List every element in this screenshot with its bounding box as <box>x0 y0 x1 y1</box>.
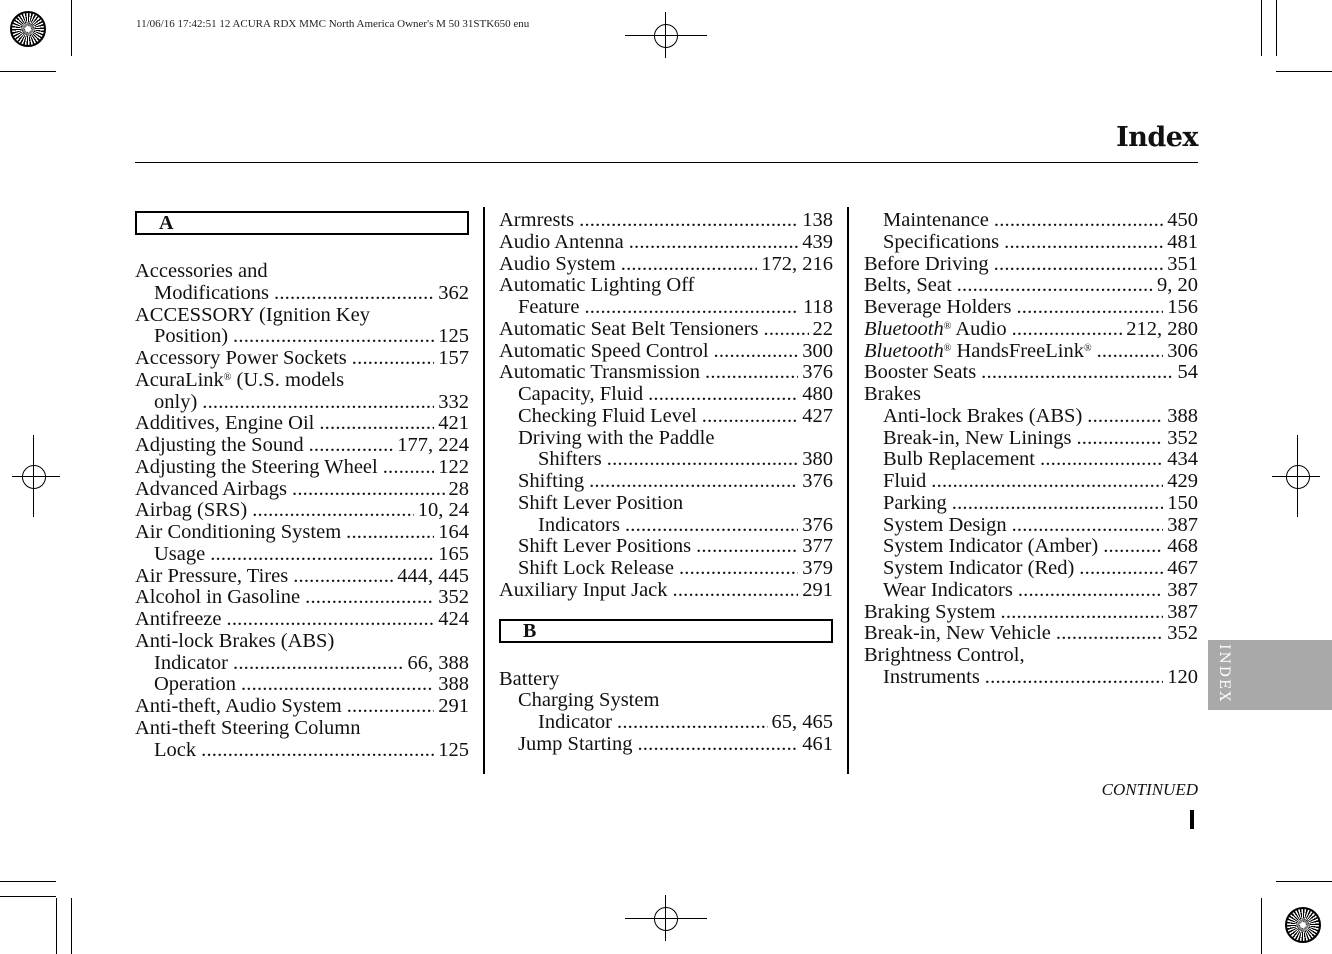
dot-leader <box>637 734 798 756</box>
registration-crosshair <box>665 895 666 941</box>
entry-page: 28 <box>448 477 469 500</box>
entry-label: Parking <box>883 491 947 514</box>
entry-label: Indicator <box>538 711 612 733</box>
entry-page: 429 <box>1167 470 1198 492</box>
dot-leader <box>233 326 434 348</box>
index-entry <box>499 362 833 384</box>
index-entry <box>135 326 469 348</box>
entry-page: 421 <box>438 412 469 435</box>
entry-page: 332 <box>438 390 469 413</box>
entry-page: 157 <box>438 347 469 369</box>
crop-mark <box>0 71 56 72</box>
dot-leader <box>202 392 434 414</box>
entry-label: Adjusting the Steering Wheel <box>135 455 378 478</box>
entry-page: 439 <box>802 230 833 253</box>
section-letter: B <box>499 619 833 643</box>
entry-page: 387 <box>1167 513 1198 536</box>
entry-page: 480 <box>802 383 833 405</box>
entry-page: 376 <box>802 470 833 492</box>
entry-label <box>864 319 1007 341</box>
index-heading: Battery <box>499 667 560 690</box>
index-column-1 <box>135 210 469 761</box>
dot-leader <box>227 609 435 631</box>
entry-page: 65, 465 <box>771 711 833 733</box>
index-entry <box>499 712 833 734</box>
dot-leader <box>981 362 1173 384</box>
dot-leader <box>305 587 434 609</box>
index-heading: Shift Lever Position <box>518 491 684 514</box>
registration-crosshair <box>665 12 666 58</box>
section-spacer <box>499 602 833 618</box>
entry-page: 66, 388 <box>407 651 469 674</box>
index-entry <box>864 362 1198 384</box>
index-heading: Driving with the Paddle <box>518 426 715 449</box>
entry-page: 352 <box>1167 622 1198 645</box>
index-entry <box>499 580 833 602</box>
index-entry <box>499 384 833 406</box>
entry-page: 351 <box>1167 252 1198 275</box>
entry-page: 434 <box>1167 448 1198 471</box>
index-entry <box>864 602 1198 624</box>
entry-page: 387 <box>1167 578 1198 601</box>
dot-leader <box>1097 341 1164 363</box>
index-heading: Anti-theft Steering Column <box>135 716 361 739</box>
registered-mark: ® <box>1083 342 1092 354</box>
dot-leader <box>346 522 434 544</box>
entry-label: Airbag (SRS) <box>135 499 248 522</box>
index-entry <box>135 587 469 609</box>
index-entry <box>499 558 833 580</box>
entry-label: Break-in, New Vehicle <box>864 622 1051 645</box>
entry-italic: Bluetooth <box>864 339 944 362</box>
entry-label-text: HandsFreeLink <box>951 339 1084 362</box>
registration-target-bottom <box>654 907 678 931</box>
index-entry <box>135 500 469 522</box>
dot-leader <box>625 515 798 537</box>
entry-label: Alcohol in Gasoline <box>135 586 301 609</box>
entry-label: Instruments <box>883 665 980 688</box>
index-heading: Brakes <box>864 383 921 405</box>
dot-leader <box>584 297 799 319</box>
index-entry <box>864 428 1198 450</box>
index-entry <box>864 558 1198 580</box>
entry-page: 461 <box>802 732 833 755</box>
index-entry <box>135 696 469 718</box>
index-entry <box>864 580 1198 602</box>
dot-leader <box>1001 602 1164 624</box>
dot-leader <box>352 348 434 370</box>
dot-leader <box>319 413 434 435</box>
index-entry <box>864 515 1198 537</box>
entry-label: Position) <box>154 325 229 348</box>
entry-label: System Design <box>883 513 1007 536</box>
dot-leader <box>1012 515 1164 537</box>
entry-page: 150 <box>1167 491 1198 514</box>
index-entry <box>135 457 469 479</box>
entry-page: 467 <box>1167 557 1198 579</box>
index-entry <box>135 653 469 675</box>
entry-page: 306 <box>1167 339 1198 362</box>
entry-page: 468 <box>1167 535 1198 558</box>
index-entry <box>499 449 833 471</box>
registered-mark: ® <box>943 320 952 332</box>
dot-leader <box>589 471 798 493</box>
dot-leader <box>210 544 434 566</box>
registration-crosshair <box>1272 476 1320 477</box>
dot-leader <box>201 740 434 762</box>
dot-leader <box>347 696 435 718</box>
heading-text: (U.S. models <box>231 368 345 391</box>
entry-page: 362 <box>438 281 469 304</box>
index-heading: Automatic Lighting Off <box>499 274 695 297</box>
entry-page: 300 <box>802 339 833 362</box>
dot-leader <box>1056 623 1163 645</box>
entry-label: Shifting <box>518 470 585 492</box>
entry-page: 376 <box>802 361 833 384</box>
registration-crosshair <box>1297 435 1298 517</box>
index-entry <box>864 493 1198 515</box>
entry-label: Audio Antenna <box>499 230 624 253</box>
entry-page: 122 <box>438 455 469 478</box>
dot-leader <box>994 254 1164 276</box>
entry-italic: Bluetooth <box>864 317 944 340</box>
dot-leader <box>252 500 414 522</box>
entry-page: 172, 216 <box>761 252 833 275</box>
crop-mark <box>1276 0 1277 56</box>
entry-page: 120 <box>1167 665 1198 688</box>
index-entry <box>864 297 1198 319</box>
entry-page: 388 <box>1167 404 1198 427</box>
entry-label: Indicators <box>538 513 620 536</box>
entry-label: Wear Indicators <box>883 578 1013 601</box>
index-entry <box>499 319 833 341</box>
index-heading: Accessories and <box>135 260 268 282</box>
dot-leader <box>1012 319 1123 341</box>
entry-label: Accessory Power Sockets <box>135 347 347 369</box>
registration-crosshair <box>625 918 707 919</box>
entry-page: 125 <box>438 738 469 761</box>
entry-label: Before Driving <box>864 252 989 275</box>
entry-label: Capacity, Fluid <box>518 383 644 405</box>
entry-label: Anti-lock Brakes (ABS) <box>883 404 1083 427</box>
index-entry <box>864 210 1198 232</box>
heading-text: AcuraLink <box>135 368 224 391</box>
entry-label: Usage <box>154 542 206 565</box>
crop-mark <box>1276 71 1332 72</box>
index-entry <box>135 435 469 457</box>
entry-label: Checking Fluid Level <box>518 404 697 427</box>
registration-target-left <box>22 465 46 489</box>
entry-label: Indicator <box>154 651 228 674</box>
index-heading: Anti-lock Brakes (ABS) <box>135 629 335 652</box>
dot-leader <box>241 674 434 696</box>
index-entry <box>499 471 833 493</box>
entry-label: Automatic Speed Control <box>499 339 709 362</box>
index-entry <box>135 609 469 631</box>
entry-label: System Indicator (Red) <box>883 557 1075 579</box>
index-entry <box>864 667 1198 689</box>
index-entry <box>864 536 1198 558</box>
index-heading: Charging System <box>518 689 660 712</box>
dot-leader <box>1076 428 1163 450</box>
registered-mark: ® <box>943 342 952 354</box>
index-entry <box>499 232 833 254</box>
continued-label: CONTINUED <box>1101 780 1198 799</box>
dot-leader <box>705 362 798 384</box>
entry-label: Fluid <box>883 470 927 492</box>
dot-leader <box>1004 232 1163 254</box>
dot-leader <box>1018 580 1163 602</box>
dot-leader <box>274 283 434 305</box>
entry-label: Auxiliary Input Jack <box>499 578 668 601</box>
entry-page: 212, 280 <box>1126 317 1198 340</box>
index-entry <box>864 341 1198 363</box>
dot-leader <box>607 449 798 471</box>
dot-leader <box>233 653 404 675</box>
index-entry <box>499 734 833 756</box>
entry-page: 165 <box>438 542 469 565</box>
entry-label: Shift Lever Positions <box>518 535 692 558</box>
dot-leader <box>952 493 1163 515</box>
registered-mark: ® <box>223 371 232 383</box>
entry-label: Armrests <box>499 209 575 231</box>
index-column-3 <box>864 210 1198 689</box>
entry-label: Specifications <box>883 230 1000 253</box>
dot-leader <box>673 580 799 602</box>
index-heading <box>135 370 469 392</box>
index-entry <box>135 413 469 435</box>
entry-page: 164 <box>438 521 469 543</box>
entry-label: Additives, Engine Oil <box>135 412 315 435</box>
index-entry <box>499 406 833 428</box>
entry-label: Automatic Transmission <box>499 361 701 384</box>
entry-label <box>864 341 1092 363</box>
entry-page: 9, 20 <box>1157 274 1198 297</box>
crop-mark <box>56 898 57 954</box>
dot-leader <box>1079 558 1163 580</box>
index-tab[interactable] <box>1208 640 1332 710</box>
entry-label: Adjusting the Sound <box>135 434 304 456</box>
entry-page: 352 <box>1167 426 1198 449</box>
index-entry <box>499 297 833 319</box>
index-entry <box>135 522 469 544</box>
entry-page: 376 <box>802 513 833 536</box>
dot-leader <box>679 558 798 580</box>
index-entry <box>499 515 833 537</box>
index-entry <box>135 479 469 501</box>
index-entry <box>864 449 1198 471</box>
dot-leader <box>994 210 1163 232</box>
entry-label: Break-in, New Linings <box>883 426 1072 449</box>
dot-leader <box>309 435 394 457</box>
entry-label: Audio System <box>499 252 616 275</box>
index-entry <box>864 319 1198 341</box>
dot-leader <box>957 275 1153 297</box>
entry-label: Operation <box>154 673 236 696</box>
entry-label: Shift Lock Release <box>518 557 674 579</box>
entry-label: Booster Seats <box>864 361 977 384</box>
entry-page: 10, 24 <box>417 499 469 522</box>
crop-mark <box>71 898 72 954</box>
crop-mark <box>1261 0 1262 56</box>
page-number <box>1190 810 1194 829</box>
dot-leader <box>383 457 435 479</box>
entry-page: 125 <box>438 325 469 348</box>
column-divider <box>847 207 849 774</box>
entry-page: 54 <box>1177 361 1198 384</box>
entry-label: Air Conditioning System <box>135 521 342 543</box>
entry-label: Feature <box>518 296 580 318</box>
registration-sunburst-top-left <box>10 11 46 47</box>
dot-leader <box>714 341 799 363</box>
entry-page: 450 <box>1167 209 1198 231</box>
crop-mark <box>1261 898 1262 954</box>
index-entry <box>864 471 1198 493</box>
crop-mark <box>1276 881 1332 882</box>
index-entry <box>864 254 1198 276</box>
index-heading: ACCESSORY (Ignition Key <box>135 303 371 326</box>
dot-leader <box>579 210 798 232</box>
crop-mark <box>0 896 56 897</box>
entry-label: Lock <box>154 738 197 761</box>
registration-sunburst-bottom-right <box>1285 907 1321 943</box>
dot-leader <box>293 566 393 588</box>
entry-page: 138 <box>802 209 833 231</box>
entry-page: 427 <box>802 404 833 427</box>
index-entry <box>499 254 833 276</box>
crop-mark <box>0 881 56 882</box>
dot-leader <box>1087 406 1163 428</box>
index-entry <box>499 210 833 232</box>
entry-label: Shifters <box>538 448 602 471</box>
index-entry <box>135 544 469 566</box>
index-entry <box>864 232 1198 254</box>
index-entry <box>135 566 469 588</box>
entry-label: Braking System <box>864 600 996 623</box>
column-divider <box>483 207 485 774</box>
entry-page: 352 <box>438 586 469 609</box>
entry-page: 481 <box>1167 230 1198 253</box>
entry-label: Bulb Replacement <box>883 448 1035 471</box>
entry-page: 379 <box>802 557 833 579</box>
index-entry <box>135 283 469 305</box>
index-column-2 <box>499 210 833 756</box>
dot-leader <box>985 667 1163 689</box>
entry-page: 156 <box>1167 296 1198 318</box>
title-rule <box>135 162 1198 163</box>
index-entry <box>864 623 1198 645</box>
entry-page: 22 <box>812 317 833 340</box>
dot-leader <box>764 319 809 341</box>
entry-page: 177, 224 <box>397 434 469 456</box>
dot-leader <box>702 406 798 428</box>
index-entry <box>135 348 469 370</box>
entry-label: System Indicator (Amber) <box>883 535 1099 558</box>
index-entry <box>864 275 1198 297</box>
index-entry <box>499 536 833 558</box>
index-entry <box>135 674 469 696</box>
dot-leader <box>629 232 799 254</box>
entry-page: 380 <box>802 448 833 471</box>
dot-leader <box>621 254 758 276</box>
dot-leader <box>1103 536 1163 558</box>
entry-label-text: Audio <box>951 317 1007 340</box>
entry-label: only) <box>154 390 198 413</box>
entry-label: Jump Starting <box>518 732 633 755</box>
entry-page: 444, 445 <box>397 564 469 587</box>
index-heading: Brightness Control, <box>864 644 1025 666</box>
entry-label: Modifications <box>154 281 270 304</box>
entry-label: Advanced Airbags <box>135 477 287 500</box>
dot-leader <box>617 712 768 734</box>
dot-leader <box>648 384 798 406</box>
registration-crosshair <box>625 35 707 36</box>
registration-target-right <box>1286 465 1310 489</box>
entry-label: Automatic Seat Belt Tensioners <box>499 317 759 340</box>
registration-target-top <box>654 24 678 48</box>
entry-page: 118 <box>803 296 833 318</box>
entry-label: Beverage Holders <box>864 296 1012 318</box>
page-title: Index <box>1116 122 1198 153</box>
index-entry <box>135 740 469 762</box>
entry-label: Anti-theft, Audio System <box>135 695 342 717</box>
section-letter: A <box>135 211 469 235</box>
entry-page: 388 <box>438 673 469 696</box>
entry-page: 291 <box>802 578 833 601</box>
crop-mark <box>71 0 72 56</box>
index-entry <box>135 392 469 414</box>
index-tab-label: INDEX <box>1216 644 1232 704</box>
index-entry <box>864 406 1198 428</box>
dot-leader <box>1040 449 1163 471</box>
entry-page: 291 <box>438 695 469 717</box>
entry-page: 424 <box>438 608 469 630</box>
print-info: 11/06/16 17:42:51 12 ACURA RDX MMC North America Owner's M 50 31STK650 enu <box>136 18 530 30</box>
dot-leader <box>292 479 445 501</box>
registration-crosshair <box>33 435 34 517</box>
entry-label: Belts, Seat <box>864 274 952 297</box>
entry-label: Air Pressure, Tires <box>135 564 289 587</box>
entry-label: Maintenance <box>883 209 989 231</box>
entry-page: 377 <box>802 535 833 558</box>
dot-leader <box>696 536 798 558</box>
dot-leader <box>1016 297 1163 319</box>
entry-label: Antifreeze <box>135 608 222 630</box>
index-entry <box>499 341 833 363</box>
dot-leader <box>931 471 1163 493</box>
entry-page: 387 <box>1167 600 1198 623</box>
registration-crosshair <box>12 476 60 477</box>
